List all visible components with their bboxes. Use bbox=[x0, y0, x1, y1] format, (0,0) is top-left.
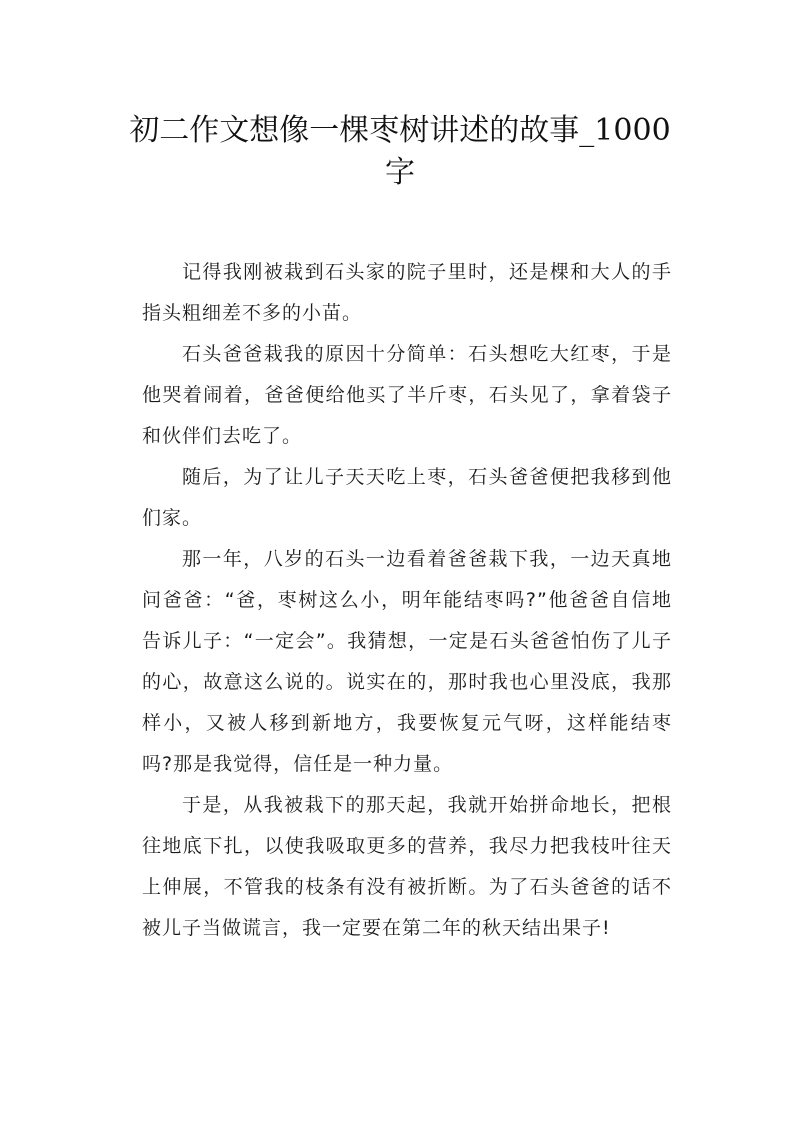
paragraph-4: 那一年，八岁的石头一边看着爸爸栽下我，一边天真地问爸爸：“爸，枣树这么小，明年能结枣吗?”他爸爸自信地告诉儿子：“一定会”。我猜想，一定是石头爸爸怕伤了儿子的心，故意这么说的。说实在的，那时我也心里没底，我那样小，又被人移到新地方，我要恢复元气呀，这样能结枣吗?那是我觉得，信任是一种力量。 bbox=[142, 548, 672, 775]
article-body bbox=[142, 252, 672, 949]
paragraph-5: 于是，从我被栽下的那天起，我就开始拼命地长，把根往地底下扎，以使我吸取更多的营养，我尽力把我枝叶往天上伸展，不管我的枝条有没有被折断。为了石头爸爸的话不被儿子当做谎言，我一定要在第二年的秋天结出果子! bbox=[142, 794, 672, 939]
paragraph-1: 记得我刚被栽到石头家的院子里时，还是棵和大人的手指头粗细差不多的小苗。 bbox=[142, 261, 672, 324]
paragraph-2: 石头爸爸栽我的原因十分简单：石头想吃大红枣，于是他哭着闹着，爸爸便给他买了半斤枣，石头见了，拿着袋子和伙伴们去吃了。 bbox=[142, 343, 672, 447]
paragraph-3: 随后，为了让儿子天天吃上枣，石头爸爸便把我移到他们家。 bbox=[142, 466, 672, 529]
document-title: 初二作文想像一棵枣树讲述的故事_1000字 bbox=[129, 113, 671, 190]
